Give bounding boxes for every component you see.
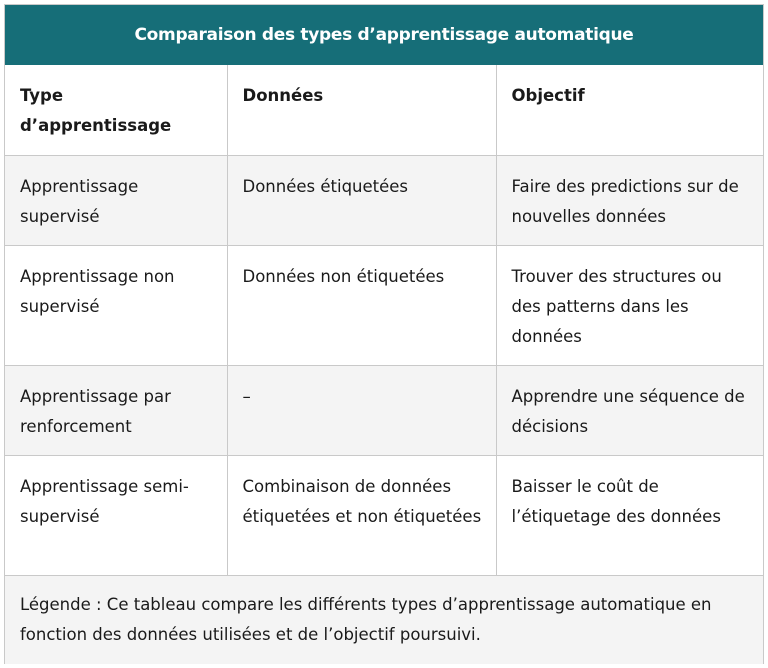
cell-goal: Apprendre une séquence de décisions [496,365,763,455]
column-header-type: Type d’apprentissage [5,65,227,155]
cell-data: Combinaison de données étiquetées et non étiquetées [227,455,496,575]
comparison-table [4,4,764,664]
legend-row [5,575,763,664]
header-row [5,65,763,155]
table-row [5,455,763,575]
cell-type: Apprentissage non supervisé [5,245,227,365]
cell-goal: Baisser le coût de l’étiquetage des données [496,455,763,575]
table-body [5,65,763,664]
column-header-goal: Objectif [496,65,763,155]
table-legend: Légende : Ce tableau compare les différents types d’apprentissage automatique en fonction des données utilisées et de l’objectif poursuivi. [5,575,763,664]
table-row [5,365,763,455]
cell-data: Données non étiquetées [227,245,496,365]
cell-data: – [227,365,496,455]
column-header-data: Données [227,65,496,155]
cell-data: Données étiquetées [227,155,496,245]
cell-type: Apprentissage semi-supervisé [5,455,227,575]
table-row [5,245,763,365]
cell-type: Apprentissage par renforcement [5,365,227,455]
table-row [5,155,763,245]
cell-goal: Faire des predictions sur de nouvelles données [496,155,763,245]
table-title: Comparaison des types d’apprentissage automatique [5,5,763,65]
cell-type: Apprentissage supervisé [5,155,227,245]
cell-goal: Trouver des structures ou des patterns dans les données [496,245,763,365]
